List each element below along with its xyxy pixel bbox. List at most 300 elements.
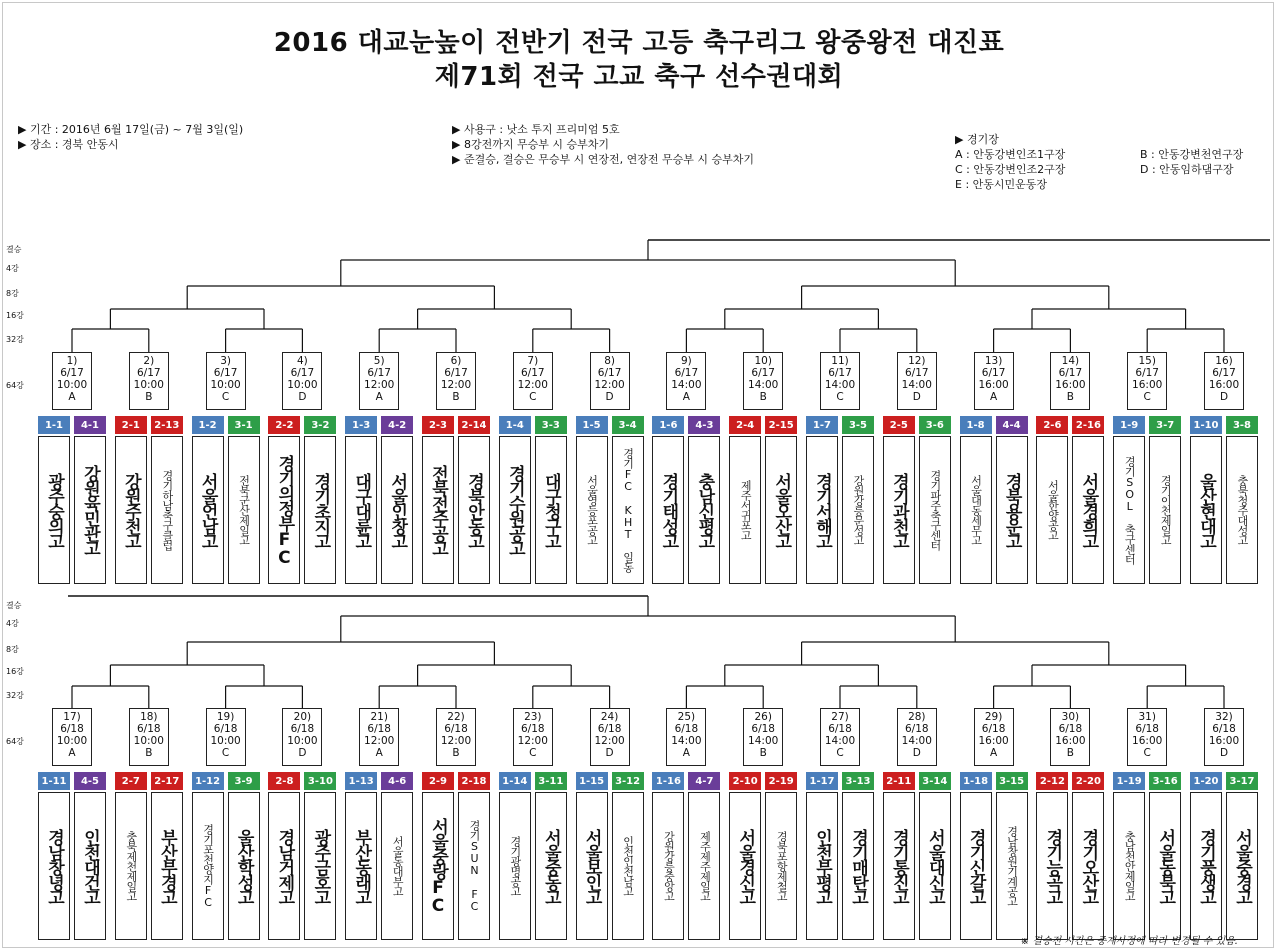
team-name: 부산동래고	[345, 792, 377, 940]
match-field: D	[605, 747, 614, 759]
team-seed-code: 2-18	[458, 772, 490, 790]
match-field: D	[912, 747, 921, 759]
team-seed-code: 2-9	[422, 772, 454, 790]
team-seed-code: 3-14	[919, 772, 951, 790]
match-no: 27)	[831, 711, 849, 723]
team-seed-code: 3-5	[842, 416, 874, 434]
team-name: 충남신평고	[688, 436, 720, 584]
match-date: 6/17	[521, 367, 545, 379]
match-field: A	[682, 747, 690, 759]
team-seed-code: 1-14	[499, 772, 531, 790]
match-date: 6/18	[60, 723, 84, 735]
match-no: 21)	[370, 711, 388, 723]
match-field: D	[912, 391, 921, 403]
match-info-box	[129, 708, 169, 766]
match-time: 14:00	[748, 735, 779, 747]
team-seed-code: 2-1	[115, 416, 147, 434]
match-field: A	[68, 747, 76, 759]
match-field: C	[221, 747, 230, 759]
round-label-32: 32강	[6, 335, 24, 344]
team-seed-code: 4-5	[74, 772, 106, 790]
match-info-box	[590, 708, 630, 766]
match-time: 16:00	[1132, 735, 1163, 747]
match-info-box	[206, 352, 246, 410]
team-seed-code: 3-3	[535, 416, 567, 434]
team-seed-code: 1-2	[192, 416, 224, 434]
field-b: B : 안동강변천연구장	[1140, 148, 1244, 161]
match-time: 10:00	[210, 735, 241, 747]
team-name: 경기매탄고	[842, 792, 874, 940]
match-info-box	[743, 708, 783, 766]
match-date: 6/17	[674, 367, 699, 379]
team-seed-code: 2-5	[883, 416, 915, 434]
team-seed-code: 1-3	[345, 416, 377, 434]
team-seed-code: 4-2	[381, 416, 413, 434]
team-seed-code: 3-10	[304, 772, 336, 790]
match-field: A	[990, 391, 998, 403]
team-name: 경남거제고	[268, 792, 300, 940]
match-time: 12:00	[440, 379, 472, 391]
team-seed-code: 2-6	[1036, 416, 1068, 434]
team-name: 경북포항제철고	[765, 792, 797, 940]
team-seed-code: 1-7	[806, 416, 838, 434]
team-name: 강원강릉문성고	[842, 436, 874, 584]
match-no: 29)	[984, 711, 1003, 723]
team-name: 경기의정부FC	[268, 436, 300, 584]
team-seed-code: 2-20	[1072, 772, 1104, 790]
team-seed-code: 2-7	[115, 772, 147, 790]
match-info-box	[1127, 352, 1167, 410]
match-no: 1)	[66, 355, 78, 367]
match-no: 22)	[447, 711, 465, 723]
match-no: 8)	[604, 355, 615, 367]
match-time: 10:00	[133, 379, 164, 391]
team-name: 강원육민관고	[74, 436, 106, 584]
team-seed-code: 2-17	[151, 772, 183, 790]
match-time: 16:00	[1055, 379, 1086, 391]
match-no: 30)	[1061, 711, 1080, 723]
team-name: 부산부경고	[151, 792, 183, 940]
match-field: C	[1143, 747, 1151, 759]
match-no: 4)	[297, 355, 308, 367]
team-name: 경기서해고	[806, 436, 838, 584]
team-seed-code: 1-6	[652, 416, 684, 434]
team-name: 서울언남고	[192, 436, 224, 584]
match-no: 15)	[1138, 355, 1156, 367]
match-field: C	[529, 747, 537, 759]
info-ball: 사용구 : 낫소 투지 프리미엄 5호	[463, 123, 620, 136]
match-info-box	[513, 708, 553, 766]
match-no: 32)	[1215, 711, 1233, 723]
match-field: B	[145, 747, 153, 759]
match-info-box	[52, 352, 92, 410]
match-field: B	[452, 747, 460, 759]
match-info-box	[513, 352, 553, 410]
footnote: ※ 결승전 시간은 중계사정에 따라 변경될 수 있음.	[1020, 936, 1238, 947]
team-seed-code: 2-14	[458, 416, 490, 434]
round-label-8: 8강	[6, 645, 19, 654]
match-no: 6)	[450, 355, 462, 367]
field-d: D : 안동임하댐구장	[1140, 163, 1234, 176]
team-name: 경북용운고	[996, 436, 1028, 584]
match-info-box	[590, 352, 630, 410]
match-date: 6/18	[828, 723, 852, 735]
team-seed-code: 1-12	[192, 772, 224, 790]
team-seed-code: 3-13	[842, 772, 874, 790]
match-date: 6/18	[674, 723, 699, 735]
team-name: 경기광명공고	[499, 792, 531, 940]
team-name: 경남창원기계공고	[996, 792, 1028, 940]
match-info-box	[1204, 708, 1244, 766]
match-date: 6/18	[751, 723, 775, 735]
team-name: 서울동대부고	[381, 792, 413, 940]
match-no: 20)	[293, 711, 312, 723]
match-date: 6/18	[137, 723, 161, 735]
page-subtitle: 제71회 전국 고교 축구 선수권대회	[434, 62, 844, 92]
round-label-16: 16강	[6, 311, 24, 320]
team-seed-code: 1-19	[1113, 772, 1145, 790]
match-no: 26)	[754, 711, 772, 723]
team-name: 경기파주축구센터	[919, 436, 951, 584]
info-venue: 장소 : 경북 안동시	[29, 138, 119, 151]
team-name: 서울대동세무고	[960, 436, 992, 584]
team-name: 경기과천고	[883, 436, 915, 584]
match-time: 12:00	[364, 735, 395, 747]
match-date: 6/17	[137, 367, 161, 379]
team-name: 경기SUN FC	[458, 792, 490, 940]
match-info-box	[359, 708, 399, 766]
team-name: 울산학성고	[228, 792, 260, 940]
match-date: 6/18	[367, 723, 391, 735]
team-seed-code: 2-3	[422, 416, 454, 434]
match-time: 16:00	[1055, 735, 1086, 747]
match-field: C	[221, 391, 230, 403]
match-date: 6/17	[828, 367, 852, 379]
team-name: 서울영등포공고	[576, 436, 608, 584]
match-field: B	[1066, 391, 1074, 403]
team-seed-code: 1-11	[38, 772, 70, 790]
match-field: D	[298, 391, 307, 403]
round-label-8: 8강	[6, 289, 19, 298]
match-date: 6/18	[1212, 723, 1236, 735]
match-field: B	[145, 391, 153, 403]
team-seed-code: 2-4	[729, 416, 761, 434]
page-title: 2016 대교눈높이 전반기 전국 고등 축구리그 왕중왕전 대진표	[273, 28, 1005, 58]
fields-title: 경기장	[966, 133, 999, 146]
match-date: 6/18	[290, 723, 315, 735]
info-rule2: 준결승, 결승은 무승부 시 연장전, 연장전 무승부 시 승부차기	[463, 153, 754, 166]
match-date: 6/18	[521, 723, 545, 735]
team-name: 경기초지고	[304, 436, 336, 584]
match-field: D	[1219, 391, 1229, 403]
match-info-box	[666, 708, 706, 766]
team-seed-code: 1-16	[652, 772, 684, 790]
match-no: 5)	[373, 355, 385, 367]
team-seed-code: 2-19	[765, 772, 797, 790]
match-info-box	[897, 708, 937, 766]
team-name: 충북청주대성고	[1226, 436, 1258, 584]
team-seed-code: 3-6	[919, 416, 951, 434]
team-seed-code: 1-10	[1190, 416, 1222, 434]
team-name: 서울중랑FC	[422, 792, 454, 940]
team-seed-code: 3-4	[612, 416, 644, 434]
match-date: 6/18	[213, 723, 238, 735]
team-seed-code: 1-5	[576, 416, 608, 434]
team-name: 대구대륜고	[345, 436, 377, 584]
match-info-box	[52, 708, 92, 766]
match-info-box	[897, 352, 937, 410]
team-seed-code: 4-4	[996, 416, 1028, 434]
match-date: 6/17	[1212, 367, 1236, 379]
team-seed-code: 1-15	[576, 772, 608, 790]
match-info-box	[359, 352, 399, 410]
match-no: 19)	[216, 711, 235, 723]
round-label-32: 32강	[6, 691, 24, 700]
team-name: 경기이천제일고	[1149, 436, 1181, 584]
match-info-box	[820, 708, 860, 766]
match-no: 10)	[754, 355, 772, 367]
match-time: 14:00	[901, 735, 932, 747]
team-name: 서울경희고	[1072, 436, 1104, 584]
match-time: 10:00	[287, 379, 318, 391]
team-seed-code: 3-7	[1149, 416, 1181, 434]
match-time: 12:00	[440, 735, 472, 747]
team-seed-code: 3-1	[228, 416, 260, 434]
match-field: B	[759, 391, 767, 403]
team-name: 경기FC KHT 일동	[612, 436, 644, 584]
team-seed-code: 1-20	[1190, 772, 1222, 790]
match-time: 10:00	[56, 735, 88, 747]
team-seed-code: 1-1	[38, 416, 70, 434]
team-name: 강원강릉중앙고	[652, 792, 684, 940]
match-field: C	[836, 391, 844, 403]
match-no: 28)	[908, 711, 926, 723]
match-field: A	[375, 747, 383, 759]
round-label-64: 64강	[6, 737, 24, 746]
team-name: 울산현대고	[1190, 436, 1222, 584]
match-date: 6/17	[751, 367, 775, 379]
team-seed-code: 3-17	[1226, 772, 1258, 790]
match-field: D	[298, 747, 307, 759]
team-name: 경기태성고	[652, 436, 684, 584]
match-info-box	[974, 352, 1014, 410]
match-date: 6/17	[1135, 367, 1159, 379]
team-name: 인천인천남고	[612, 792, 644, 940]
match-no: 31)	[1138, 711, 1156, 723]
match-time: 16:00	[1132, 379, 1163, 391]
match-field: D	[1219, 747, 1229, 759]
team-name: 경기통진고	[883, 792, 915, 940]
team-seed-code: 2-15	[765, 416, 797, 434]
team-seed-code: 4-3	[688, 416, 720, 434]
match-time: 10:00	[287, 735, 318, 747]
team-seed-code: 1-18	[960, 772, 992, 790]
match-field: C	[836, 747, 844, 759]
team-name: 제주서귀포고	[729, 436, 761, 584]
match-date: 6/18	[1058, 723, 1083, 735]
match-no: 23)	[524, 711, 542, 723]
match-date: 6/17	[981, 367, 1006, 379]
info-middle: ▶ 사용구 : 낫소 투지 프리미엄 5호 ▶ 8강전까지 무승부 시 승부차기 ▶ 준결승, 결승은 무승부 시 연장전, 연장전 무승부 시 승부차기	[452, 123, 754, 166]
match-no: 17)	[63, 711, 81, 723]
team-seed-code: 2-13	[151, 416, 183, 434]
match-info-box	[820, 352, 860, 410]
match-time: 14:00	[671, 735, 702, 747]
field-c: C : 안동강변인조2구장	[955, 163, 1066, 176]
team-seed-code: 4-1	[74, 416, 106, 434]
team-name: 서울중동고	[535, 792, 567, 940]
match-no: 16)	[1215, 355, 1233, 367]
match-field: B	[759, 747, 767, 759]
team-name: 전북전주공고	[422, 436, 454, 584]
team-seed-code: 2-10	[729, 772, 761, 790]
match-no: 7)	[527, 355, 539, 367]
team-name: 경기신갈고	[960, 792, 992, 940]
team-seed-code: 3-2	[304, 416, 336, 434]
match-no: 12)	[908, 355, 926, 367]
match-info-box	[743, 352, 783, 410]
match-info-box	[436, 708, 476, 766]
match-time: 16:00	[1208, 379, 1240, 391]
team-name: 충남천안제일고	[1113, 792, 1145, 940]
match-time: 12:00	[594, 735, 625, 747]
match-field: D	[605, 391, 614, 403]
match-time: 12:00	[517, 735, 548, 747]
team-seed-code: 4-6	[381, 772, 413, 790]
match-info-box	[974, 708, 1014, 766]
team-seed-code: 1-9	[1113, 416, 1145, 434]
info-period: 기간 : 2016년 6월 17일(금) ~ 7월 3일(일)	[29, 123, 244, 136]
match-date: 6/17	[597, 367, 622, 379]
team-name: 경기하남축구클럽	[151, 436, 183, 584]
team-seed-code: 1-8	[960, 416, 992, 434]
match-no: 11)	[831, 355, 849, 367]
match-time: 14:00	[901, 379, 932, 391]
match-time: 14:00	[748, 379, 779, 391]
team-seed-code: 2-11	[883, 772, 915, 790]
team-name: 인천대건고	[74, 792, 106, 940]
team-name: 전북군산제일고	[228, 436, 260, 584]
team-name: 서울보인고	[576, 792, 608, 940]
team-seed-code: 2-16	[1072, 416, 1104, 434]
team-name: 광주숭의고	[38, 436, 70, 584]
team-name: 제주제주제일고	[688, 792, 720, 940]
team-name: 서울오산고	[765, 436, 797, 584]
team-seed-code: 3-16	[1149, 772, 1181, 790]
match-field: B	[452, 391, 460, 403]
match-date: 6/17	[444, 367, 468, 379]
match-info-box	[436, 352, 476, 410]
match-time: 16:00	[1208, 735, 1240, 747]
match-field: A	[68, 391, 76, 403]
match-date: 6/18	[1135, 723, 1159, 735]
field-e: E : 안동시민운동장	[955, 178, 1048, 191]
match-no: 14)	[1061, 355, 1080, 367]
match-info-box	[1204, 352, 1244, 410]
match-no: 18)	[140, 711, 158, 723]
team-seed-code: 4-7	[688, 772, 720, 790]
match-time: 14:00	[824, 379, 856, 391]
match-date: 6/17	[905, 367, 929, 379]
team-name: 경기수원공고	[499, 436, 531, 584]
match-info-box	[1050, 708, 1090, 766]
match-date: 6/18	[981, 723, 1006, 735]
match-no: 24)	[600, 711, 619, 723]
team-seed-code: 3-15	[996, 772, 1028, 790]
team-name: 서울한양공고	[1036, 436, 1068, 584]
team-name: 경기SOL 축구센터	[1113, 436, 1145, 584]
match-time: 10:00	[133, 735, 164, 747]
team-name: 서울동북고	[1149, 792, 1181, 940]
match-time: 14:00	[824, 735, 856, 747]
match-field: B	[1066, 747, 1074, 759]
match-info-box	[282, 352, 322, 410]
match-date: 6/18	[905, 723, 929, 735]
team-name: 서울중경고	[1226, 792, 1258, 940]
team-name: 강원주천고	[115, 436, 147, 584]
match-time: 10:00	[56, 379, 88, 391]
match-info-box	[1050, 352, 1090, 410]
team-seed-code: 3-8	[1226, 416, 1258, 434]
team-name: 경기능곡고	[1036, 792, 1068, 940]
match-date: 6/17	[290, 367, 315, 379]
match-date: 6/17	[367, 367, 391, 379]
team-name: 광주금호고	[304, 792, 336, 940]
match-no: 9)	[681, 355, 692, 367]
match-date: 6/17	[1058, 367, 1083, 379]
match-time: 12:00	[364, 379, 395, 391]
team-name: 충북제천제일고	[115, 792, 147, 940]
match-date: 6/17	[213, 367, 238, 379]
round-label-4: 4강	[6, 619, 19, 628]
info-rule1: 8강전까지 무승부 시 승부차기	[463, 138, 609, 151]
team-name: 서울경신고	[729, 792, 761, 940]
info-left: ▶ 기간 : 2016년 6월 17일(금) ~ 7월 3일(일) ▶ 장소 : 경북 안동시	[18, 123, 244, 151]
round-label-final: 결승	[6, 601, 22, 610]
match-time: 14:00	[671, 379, 702, 391]
team-seed-code: 1-4	[499, 416, 531, 434]
match-info-box	[206, 708, 246, 766]
match-no: 2)	[143, 355, 155, 367]
team-seed-code: 2-12	[1036, 772, 1068, 790]
match-info-box	[1127, 708, 1167, 766]
round-label-16: 16강	[6, 667, 24, 676]
team-name: 서울대신고	[919, 792, 951, 940]
match-field: A	[990, 747, 998, 759]
match-no: 13)	[984, 355, 1003, 367]
info-fields: ▶ 경기장 A : 안동강변인조1구장 C : 안동강변인조2구장 E : 안동시민운동장	[955, 133, 1066, 191]
match-time: 16:00	[978, 379, 1009, 391]
match-field: C	[1143, 391, 1151, 403]
match-date: 6/18	[597, 723, 622, 735]
team-name: 대구청구고	[535, 436, 567, 584]
team-name: 서울인창고	[381, 436, 413, 584]
match-time: 12:00	[594, 379, 625, 391]
match-time: 16:00	[978, 735, 1009, 747]
team-seed-code: 1-13	[345, 772, 377, 790]
team-name: 경남창녕고	[38, 792, 70, 940]
match-info-box	[282, 708, 322, 766]
team-seed-code: 3-12	[612, 772, 644, 790]
team-seed-code: 3-11	[535, 772, 567, 790]
match-date: 6/17	[60, 367, 84, 379]
field-a: A : 안동강변인조1구장	[955, 148, 1066, 161]
round-label-4: 4강	[6, 264, 19, 273]
team-name: 경기포천양지FC	[192, 792, 224, 940]
match-field: C	[529, 391, 537, 403]
team-seed-code: 2-8	[268, 772, 300, 790]
match-field: A	[375, 391, 383, 403]
